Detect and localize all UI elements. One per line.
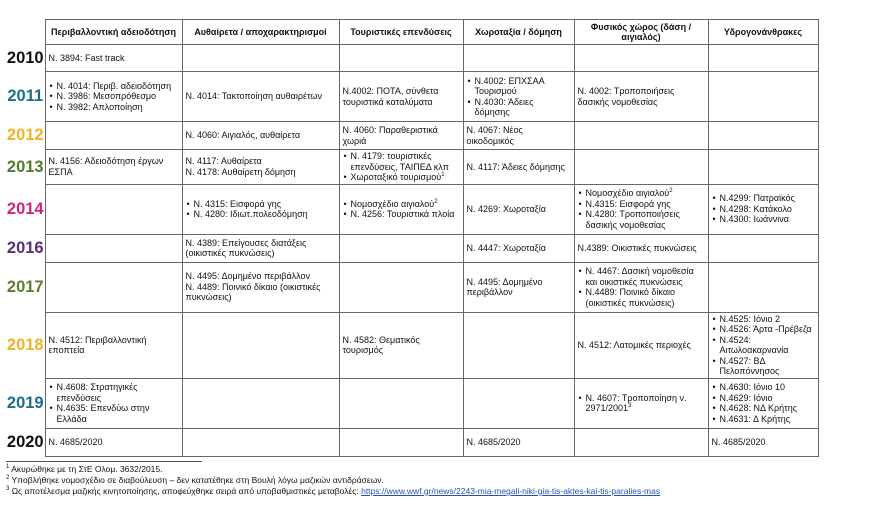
cell-text: Ν. 4512: Λατομικές περιοχές <box>577 339 691 350</box>
cell-hydrocarbons <box>708 150 818 185</box>
footnote-number: 2 <box>6 475 10 482</box>
cell-unauthorized <box>182 150 339 185</box>
cell-tourism <box>339 184 463 234</box>
cell-text: Ν. 4117: Άδειες δόμησης <box>466 161 565 172</box>
cell-tourism <box>339 234 463 262</box>
cell-tourism <box>339 122 463 150</box>
cell-text: Ν. 4685/2020 <box>48 436 103 447</box>
cell-env-licensing <box>45 262 182 312</box>
cell-unauthorized <box>182 72 339 122</box>
table-row <box>6 262 818 312</box>
cell-spatial <box>463 262 574 312</box>
cell-spatial <box>463 312 574 378</box>
cell-spatial <box>463 72 574 122</box>
cell-natural-space <box>574 378 708 428</box>
list-item-text: Ν.4525: Ιόνιο 2 <box>719 313 781 324</box>
bullet-list <box>49 382 179 424</box>
list-item-text: Ν. 4179: τουριστικές επενδύσεις, ΤΑΙΠΕΔ κλπ <box>350 151 449 172</box>
table-row <box>6 312 818 378</box>
list-item-text: Ν.4631: Δ Κρήτης <box>719 413 791 424</box>
list-item <box>586 199 705 210</box>
list-item-text: Ν.4315: Εισφορά γης <box>585 198 671 209</box>
cell-tourism <box>339 378 463 428</box>
cell-text: Ν. 4060: Αιγιαλός, αυθαίρετα <box>185 130 301 141</box>
cell-env-licensing <box>45 428 182 456</box>
cell-text: Ν.4389: Οικιστικές πυκνώσεις <box>577 242 697 253</box>
cell-tourism <box>339 72 463 122</box>
corner-cell <box>6 20 45 45</box>
bullet-list <box>343 151 460 183</box>
list-item-text: Ν. 3986: Μεσοπρόθεσμο <box>56 91 157 102</box>
footnote-ref: 1 <box>441 172 445 178</box>
cell-spatial <box>463 150 574 185</box>
cell-spatial <box>463 45 574 72</box>
bullet-list <box>343 199 460 220</box>
cell-spatial <box>463 428 574 456</box>
cell-text: Ν. 4014: Τακτοποίηση αυθαιρέτων <box>185 91 322 102</box>
list-item-text: Ν.4489: Ποινικό δίκαιο (οικιστικές πυκνώσεις) <box>585 287 676 308</box>
list-item <box>57 403 179 424</box>
list-item-text: Ν.4635: Επενδύω στην Ελλάδα <box>56 403 150 424</box>
year-label: 2019 <box>6 378 45 428</box>
bullet-list <box>49 81 179 113</box>
list-item <box>586 287 705 308</box>
cell-natural-space <box>574 72 708 122</box>
list-item-text: Χωροταξικό τουρισμού <box>350 172 442 182</box>
list-item <box>351 209 460 220</box>
footnote-text: Ακυρώθηκε με τη ΣτΕ Ολομ. 3632/2015. <box>9 464 163 474</box>
cell-text: Ν. 4269: Χωροταξία <box>466 203 546 214</box>
list-item-text: Ν.4298: Κατάκολο <box>719 203 792 214</box>
list-item <box>586 209 705 230</box>
cell-natural-space <box>574 312 708 378</box>
footnote-text: Ως αποτέλεσμα μαζικής κινητοποίησης, αποφεύχθηκε σειρά από υποβαθμιστικές μεταβολές: <box>9 486 362 496</box>
cell-text: Ν. 4178: Αυθαίρετη δόμηση <box>185 166 296 177</box>
col-header-natural-space: Φυσικός χώρος (δάση / αιγιαλός) <box>574 20 708 45</box>
list-item-text: Ν.4630: Ιόνιο 10 <box>719 382 786 392</box>
list-item-text: Ν.4030: Άδειες δόμησης <box>474 96 534 117</box>
cell-tourism <box>339 312 463 378</box>
list-item <box>194 209 336 220</box>
cell-hydrocarbons <box>708 378 818 428</box>
cell-hydrocarbons <box>708 72 818 122</box>
header-row <box>6 20 818 45</box>
cell-natural-space <box>574 150 708 185</box>
cell-text: Ν. 4060: Παραθεριστικά χωριά <box>342 125 438 146</box>
list-item <box>720 403 815 414</box>
list-item <box>586 266 705 287</box>
cell-natural-space <box>574 234 708 262</box>
table-row <box>6 234 818 262</box>
cell-text: Ν. 4685/2020 <box>711 436 766 447</box>
cell-hydrocarbons <box>708 312 818 378</box>
cell-text: Ν.4002: ΠΟΤΑ, σύνθετα τουριστικά καταλύματα <box>342 86 439 107</box>
cell-env-licensing <box>45 122 182 150</box>
cell-spatial <box>463 184 574 234</box>
year-label: 2014 <box>6 184 45 234</box>
cell-hydrocarbons <box>708 262 818 312</box>
cell-unauthorized <box>182 262 339 312</box>
list-item-text: Νομοσχέδιο αιγιαλού <box>585 188 670 198</box>
cell-env-licensing <box>45 150 182 185</box>
footnote <box>6 464 660 475</box>
list-item <box>351 199 460 210</box>
cell-text: Ν. 4156: Αδειοδότηση έργων ΕΣΠΑ <box>48 156 164 177</box>
footnote-number: 1 <box>6 464 10 471</box>
bullet-list <box>578 188 705 230</box>
bullet-list <box>578 393 705 414</box>
year-label: 2012 <box>6 122 45 150</box>
table-row <box>6 122 818 150</box>
cell-spatial <box>463 122 574 150</box>
cell-text: Ν. 4447: Χωροταξία <box>466 242 546 253</box>
list-item-text: Ν.4629: Ιόνιο <box>719 392 773 403</box>
cell-env-licensing <box>45 234 182 262</box>
cell-text: Ν. 4685/2020 <box>466 436 521 447</box>
list-item-text: Ν. 4607: Τροποποίηση ν. 2971/2001 <box>585 392 687 413</box>
col-header-env-licensing: Περιβαλλοντική αδειοδότηση <box>45 20 182 45</box>
cell-unauthorized <box>182 312 339 378</box>
table-row <box>6 45 818 72</box>
cell-spatial <box>463 378 574 428</box>
year-label: 2010 <box>6 45 45 72</box>
bullet-list <box>712 382 815 424</box>
list-item <box>351 151 460 172</box>
cell-hydrocarbons <box>708 122 818 150</box>
cell-unauthorized <box>182 378 339 428</box>
cell-text: Ν. 4389: Επείγουσες διατάξεις (οικιστικές πυκνώσεις) <box>185 237 307 258</box>
cell-env-licensing <box>45 45 182 72</box>
footnote-ref: 3 <box>628 403 632 409</box>
cell-env-licensing <box>45 184 182 234</box>
cell-natural-space <box>574 45 708 72</box>
cell-hydrocarbons <box>708 184 818 234</box>
footnote <box>6 486 660 497</box>
cell-text: Ν. 4489: Ποινικό δίκαιο (οικιστικές πυκνώσεις) <box>185 281 321 303</box>
list-item <box>720 214 815 225</box>
footnote-ref: 2 <box>434 198 438 205</box>
cell-text: Ν. 4512: Περιβαλλοντική εποπτεία <box>48 334 147 355</box>
cell-hydrocarbons <box>708 45 818 72</box>
list-item-text: Ν. 4014: Περιβ. αδειοδότηση <box>56 80 172 91</box>
list-item <box>475 97 571 118</box>
footnote-rule <box>6 461 202 462</box>
col-header-tourism: Τουριστικές επενδύσεις <box>339 20 463 45</box>
cell-natural-space <box>574 262 708 312</box>
list-item-text: Ν.4524: Αιτωλοακαρνανία <box>719 334 789 355</box>
cell-tourism <box>339 262 463 312</box>
cell-text: Ν. 4002: Τροποποιήσεις δασικής νομοθεσίας <box>577 86 675 107</box>
col-header-hydrocarbons: Υδρογονάνθρακες <box>708 20 818 45</box>
list-item <box>586 393 705 414</box>
list-item <box>720 324 815 335</box>
cell-env-licensing <box>45 312 182 378</box>
table-row <box>6 184 818 234</box>
list-item-text: Ν.4526: Άρτα -Πρέβεζα <box>719 324 812 334</box>
col-header-unauthorized: Αυθαίρετα / αποχαρακτηρισμοί <box>182 20 339 45</box>
list-item-text: Ν. 4315: Εισφορά γης <box>193 198 282 209</box>
list-item-text: Ν.4628: ΝΔ Κρήτης <box>719 403 798 413</box>
list-item <box>194 199 336 210</box>
cell-text: Ν. 4495: Δομημένο περιβάλλον <box>185 271 311 282</box>
footnote-text: Υποβλήθηκε νομοσχέδιο σε διαβούλευση – δεν κατατέθηκε στη Βουλή λόγω μαζικών αντιδράσεων. <box>9 475 384 485</box>
list-item <box>57 102 179 113</box>
list-item-text: Ν. 4280: Ιδιωτ.πολεοδόμηση <box>193 209 308 219</box>
list-item-text: Ν.4527: ΒΔ Πελοπόννησος <box>719 355 780 376</box>
list-item <box>720 204 815 215</box>
bullet-list <box>578 266 705 308</box>
col-header-spatial: Χωροταξία / δόμηση <box>463 20 574 45</box>
cell-unauthorized <box>182 45 339 72</box>
cell-env-licensing <box>45 72 182 122</box>
list-item-text: Ν. 4467: Δασική νομοθεσία και οικιστικές πυκνώσεις <box>585 266 694 287</box>
footnotes <box>6 464 660 497</box>
year-label: 2020 <box>6 428 45 456</box>
list-item <box>720 335 815 356</box>
cell-text: Ν. 4117: Αυθαίρετα <box>185 156 262 167</box>
list-item <box>57 91 179 102</box>
year-label: 2013 <box>6 150 45 185</box>
year-label: 2018 <box>6 312 45 378</box>
cell-hydrocarbons <box>708 428 818 456</box>
list-item-text: Ν. 3982: Απλοποίηση <box>56 101 143 112</box>
year-label: 2016 <box>6 234 45 262</box>
year-label: 2011 <box>6 72 45 122</box>
list-item-text: Ν. 4256: Τουριστικά πλοία <box>350 209 455 219</box>
list-item <box>57 81 179 92</box>
cell-natural-space <box>574 428 708 456</box>
list-item <box>586 188 705 199</box>
list-item <box>351 172 460 183</box>
list-item <box>720 193 815 204</box>
cell-env-licensing <box>45 378 182 428</box>
list-item <box>720 414 815 425</box>
list-item-text: Ν.4280: Τροποποιήσεις δασικής νομοθεσίας <box>585 209 680 230</box>
footnote-ref: 2 <box>669 188 673 194</box>
list-item <box>475 76 571 97</box>
cell-tourism <box>339 150 463 185</box>
list-item-text: Ν.4002: ΕΠΧΣΑΑ Τουρισμού <box>474 75 545 96</box>
table-row <box>6 150 818 185</box>
list-item-text: Ν.4299: Πατραϊκός <box>719 193 795 204</box>
cell-unauthorized <box>182 184 339 234</box>
list-item <box>57 382 179 403</box>
list-item-text: Ν.4608: Στρατηγικές επενδύσεις <box>56 382 138 403</box>
footnote-link[interactable]: https://www.wwf.gr/news/2243-mia-megali-niki-gia-tis-aktes-kai-tis-paralies-mas <box>361 486 661 496</box>
cell-spatial <box>463 234 574 262</box>
cell-text: Ν. 4495: Δομημένο περιβάλλον <box>466 276 543 297</box>
table-row <box>6 72 818 122</box>
list-item <box>720 382 815 393</box>
footnote-number: 3 <box>6 486 10 493</box>
list-item <box>720 314 815 325</box>
bullet-list <box>712 193 815 225</box>
bullet-list <box>186 199 336 220</box>
cell-unauthorized <box>182 234 339 262</box>
cell-text: Ν. 3894: Fast track <box>48 52 125 63</box>
cell-text: Ν. 4067: Νέος οικοδομικός <box>466 125 523 146</box>
legislation-table <box>6 19 819 457</box>
cell-unauthorized <box>182 428 339 456</box>
year-label: 2017 <box>6 262 45 312</box>
cell-text: Ν. 4582: Θεματικός τουρισμός <box>342 334 420 355</box>
cell-natural-space <box>574 184 708 234</box>
cell-tourism <box>339 45 463 72</box>
bullet-list <box>712 314 815 377</box>
bullet-list <box>467 76 571 118</box>
cell-natural-space <box>574 122 708 150</box>
list-item-text: Νομοσχέδιο αιγιαλού <box>350 198 435 209</box>
cell-unauthorized <box>182 122 339 150</box>
list-item <box>720 393 815 404</box>
footnote <box>6 475 660 486</box>
list-item-text: Ν.4300: Ιωάννινα <box>719 214 789 225</box>
cell-tourism <box>339 428 463 456</box>
table-row <box>6 428 818 456</box>
table-row <box>6 378 818 428</box>
list-item <box>720 356 815 377</box>
cell-hydrocarbons <box>708 234 818 262</box>
